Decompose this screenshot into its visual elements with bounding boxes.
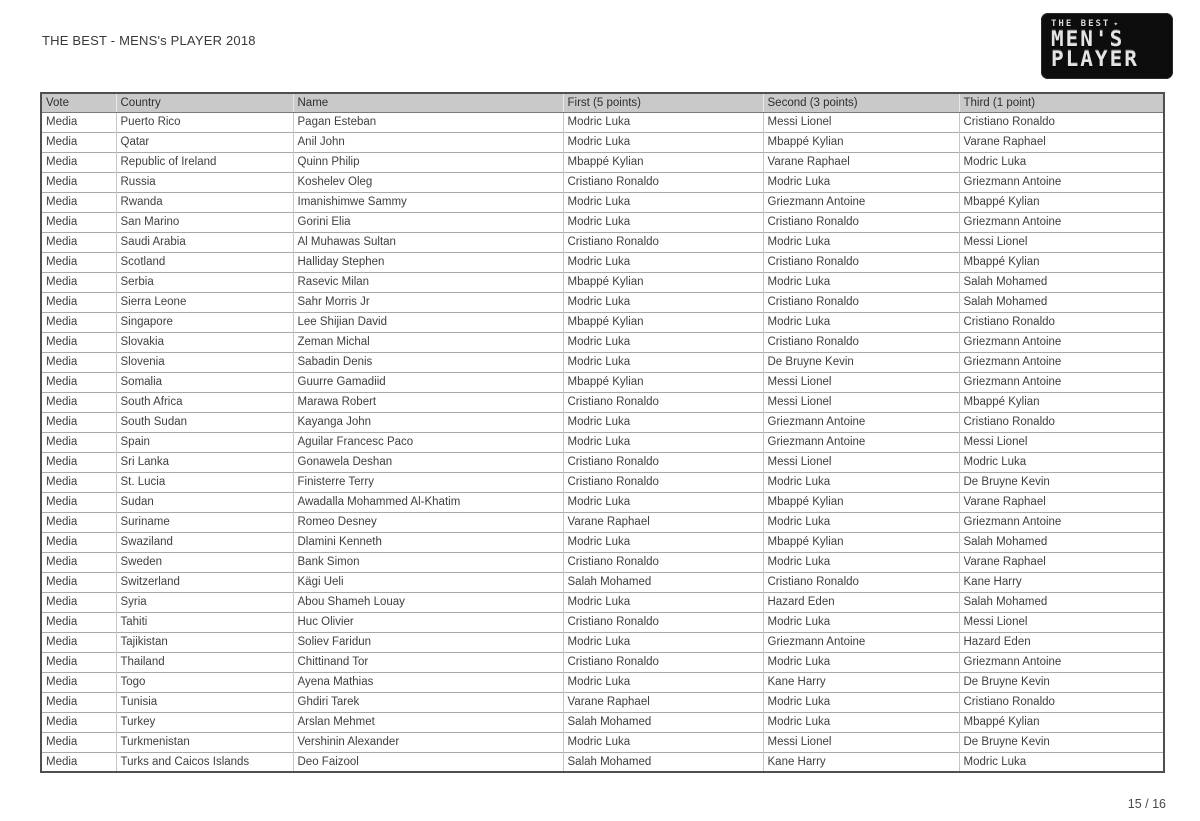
cell-second: Modric Luka xyxy=(763,272,959,292)
table-row xyxy=(41,732,1164,752)
logo-text-the-best: THE BEST xyxy=(1051,19,1111,29)
cell-first: Cristiano Ronaldo xyxy=(563,472,763,492)
cell-first: Mbappé Kylian xyxy=(563,312,763,332)
cell-third: Salah Mohamed xyxy=(959,532,1164,552)
cell-third: Cristiano Ronaldo xyxy=(959,412,1164,432)
cell-vote: Media xyxy=(41,612,116,632)
cell-first: Modric Luka xyxy=(563,352,763,372)
cell-first: Modric Luka xyxy=(563,412,763,432)
cell-country: Sierra Leone xyxy=(116,292,293,312)
cell-second: Modric Luka xyxy=(763,512,959,532)
cell-third: Cristiano Ronaldo xyxy=(959,112,1164,132)
cell-third: Mbappé Kylian xyxy=(959,712,1164,732)
cell-country: Puerto Rico xyxy=(116,112,293,132)
cell-first: Varane Raphael xyxy=(563,692,763,712)
cell-vote: Media xyxy=(41,172,116,192)
cell-third: Griezmann Antoine xyxy=(959,332,1164,352)
cell-third: De Bruyne Kevin xyxy=(959,732,1164,752)
cell-first: Mbappé Kylian xyxy=(563,152,763,172)
cell-first: Modric Luka xyxy=(563,112,763,132)
cell-third: Varane Raphael xyxy=(959,132,1164,152)
cell-third: Mbappé Kylian xyxy=(959,392,1164,412)
cell-country: Serbia xyxy=(116,272,293,292)
cell-country: Tunisia xyxy=(116,692,293,712)
cell-vote: Media xyxy=(41,652,116,672)
cell-name: Quinn Philip xyxy=(293,152,563,172)
cell-first: Modric Luka xyxy=(563,192,763,212)
cell-third: Kane Harry xyxy=(959,572,1164,592)
cell-name: Kägi Ueli xyxy=(293,572,563,592)
cell-first: Salah Mohamed xyxy=(563,572,763,592)
cell-vote: Media xyxy=(41,452,116,472)
cell-country: Slovenia xyxy=(116,352,293,372)
cell-country: Turkey xyxy=(116,712,293,732)
table-row xyxy=(41,312,1164,332)
cell-third: Varane Raphael xyxy=(959,552,1164,572)
cell-name: Vershinin Alexander xyxy=(293,732,563,752)
table-row xyxy=(41,492,1164,512)
cell-name: Guurre Gamadiid xyxy=(293,372,563,392)
cell-vote: Media xyxy=(41,392,116,412)
cell-vote: Media xyxy=(41,312,116,332)
cell-first: Modric Luka xyxy=(563,492,763,512)
votes-table xyxy=(40,92,1165,773)
cell-first: Salah Mohamed xyxy=(563,712,763,732)
table-row xyxy=(41,352,1164,372)
cell-vote: Media xyxy=(41,752,116,772)
cell-first: Modric Luka xyxy=(563,292,763,312)
cell-first: Modric Luka xyxy=(563,592,763,612)
table-row xyxy=(41,332,1164,352)
cell-name: Chittinand Tor xyxy=(293,652,563,672)
cell-second: Messi Lionel xyxy=(763,452,959,472)
cell-country: Switzerland xyxy=(116,572,293,592)
cell-name: Marawa Robert xyxy=(293,392,563,412)
cell-country: Singapore xyxy=(116,312,293,332)
cell-country: Syria xyxy=(116,592,293,612)
cell-vote: Media xyxy=(41,432,116,452)
cell-second: Hazard Eden xyxy=(763,592,959,612)
cell-first: Modric Luka xyxy=(563,632,763,652)
cell-vote: Media xyxy=(41,492,116,512)
cell-third: Mbappé Kylian xyxy=(959,252,1164,272)
table-row xyxy=(41,632,1164,652)
cell-vote: Media xyxy=(41,352,116,372)
table-row xyxy=(41,432,1164,452)
cell-name: Soliev Faridun xyxy=(293,632,563,652)
cell-third: Modric Luka xyxy=(959,752,1164,772)
cell-country: Saudi Arabia xyxy=(116,232,293,252)
cell-vote: Media xyxy=(41,512,116,532)
cell-second: Cristiano Ronaldo xyxy=(763,212,959,232)
table-row xyxy=(41,512,1164,532)
cell-vote: Media xyxy=(41,232,116,252)
cell-third: Salah Mohamed xyxy=(959,592,1164,612)
table-row xyxy=(41,392,1164,412)
cell-country: Rwanda xyxy=(116,192,293,212)
cell-second: Mbappé Kylian xyxy=(763,532,959,552)
cell-vote: Media xyxy=(41,552,116,572)
cell-country: South Africa xyxy=(116,392,293,412)
cell-first: Salah Mohamed xyxy=(563,752,763,772)
table-row xyxy=(41,552,1164,572)
cell-name: Pagan Esteban xyxy=(293,112,563,132)
cell-second: Griezmann Antoine xyxy=(763,412,959,432)
cell-third: Messi Lionel xyxy=(959,432,1164,452)
cell-name: Anil John xyxy=(293,132,563,152)
cell-name: Abou Shameh Louay xyxy=(293,592,563,612)
cell-third: Cristiano Ronaldo xyxy=(959,692,1164,712)
cell-vote: Media xyxy=(41,332,116,352)
cell-name: Dlamini Kenneth xyxy=(293,532,563,552)
cell-name: Koshelev Oleg xyxy=(293,172,563,192)
cell-third: Mbappé Kylian xyxy=(959,192,1164,212)
cell-first: Cristiano Ronaldo xyxy=(563,612,763,632)
cell-third: Salah Mohamed xyxy=(959,272,1164,292)
cell-country: Republic of Ireland xyxy=(116,152,293,172)
cell-vote: Media xyxy=(41,132,116,152)
cell-second: Kane Harry xyxy=(763,672,959,692)
cell-third: Griezmann Antoine xyxy=(959,652,1164,672)
cell-country: Sweden xyxy=(116,552,293,572)
cell-second: Mbappé Kylian xyxy=(763,132,959,152)
cell-country: Slovakia xyxy=(116,332,293,352)
column-header-second: Second (3 points) xyxy=(763,93,959,112)
cell-name: Gonawela Deshan xyxy=(293,452,563,472)
cell-second: Kane Harry xyxy=(763,752,959,772)
table-row xyxy=(41,612,1164,632)
cell-first: Modric Luka xyxy=(563,132,763,152)
cell-vote: Media xyxy=(41,272,116,292)
cell-vote: Media xyxy=(41,152,116,172)
cell-country: Spain xyxy=(116,432,293,452)
cell-name: Gorini Elia xyxy=(293,212,563,232)
cell-vote: Media xyxy=(41,712,116,732)
cell-third: Griezmann Antoine xyxy=(959,512,1164,532)
table-row xyxy=(41,112,1164,132)
column-header-name: Name xyxy=(293,93,563,112)
cell-first: Modric Luka xyxy=(563,732,763,752)
cell-vote: Media xyxy=(41,692,116,712)
page-title: THE BEST - MENS's PLAYER 2018 xyxy=(42,33,256,48)
cell-vote: Media xyxy=(41,412,116,432)
cell-name: Aguilar Francesc Paco xyxy=(293,432,563,452)
cell-country: Qatar xyxy=(116,132,293,152)
column-header-country: Country xyxy=(116,93,293,112)
cell-country: South Sudan xyxy=(116,412,293,432)
cell-second: Modric Luka xyxy=(763,552,959,572)
cell-second: Griezmann Antoine xyxy=(763,632,959,652)
cell-vote: Media xyxy=(41,372,116,392)
cell-vote: Media xyxy=(41,732,116,752)
table-row xyxy=(41,212,1164,232)
cell-second: Cristiano Ronaldo xyxy=(763,572,959,592)
cell-vote: Media xyxy=(41,592,116,612)
cell-second: Modric Luka xyxy=(763,652,959,672)
table-row xyxy=(41,672,1164,692)
cell-vote: Media xyxy=(41,292,116,312)
cell-second: Modric Luka xyxy=(763,312,959,332)
table-row xyxy=(41,712,1164,732)
cell-country: Somalia xyxy=(116,372,293,392)
logo-text-mens: MEN'S xyxy=(1051,27,1125,51)
cell-first: Mbappé Kylian xyxy=(563,372,763,392)
cell-country: Thailand xyxy=(116,652,293,672)
cell-name: Imanishimwe Sammy xyxy=(293,192,563,212)
cell-name: Bank Simon xyxy=(293,552,563,572)
cell-third: De Bruyne Kevin xyxy=(959,672,1164,692)
cell-first: Modric Luka xyxy=(563,532,763,552)
cell-third: Griezmann Antoine xyxy=(959,372,1164,392)
cell-first: Cristiano Ronaldo xyxy=(563,232,763,252)
column-header-first: First (5 points) xyxy=(563,93,763,112)
cell-vote: Media xyxy=(41,632,116,652)
cell-third: Griezmann Antoine xyxy=(959,172,1164,192)
cell-first: Cristiano Ronaldo xyxy=(563,452,763,472)
trophy-icon: ✦ xyxy=(1113,19,1121,28)
cell-first: Modric Luka xyxy=(563,672,763,692)
cell-country: Swaziland xyxy=(116,532,293,552)
cell-name: Lee Shijian David xyxy=(293,312,563,332)
cell-name: Huc Olivier xyxy=(293,612,563,632)
cell-second: Modric Luka xyxy=(763,612,959,632)
cell-country: Togo xyxy=(116,672,293,692)
cell-name: Deo Faizool xyxy=(293,752,563,772)
cell-second: Messi Lionel xyxy=(763,372,959,392)
cell-name: Rasevic Milan xyxy=(293,272,563,292)
cell-vote: Media xyxy=(41,672,116,692)
cell-name: Kayanga John xyxy=(293,412,563,432)
cell-country: Sudan xyxy=(116,492,293,512)
cell-country: Russia xyxy=(116,172,293,192)
cell-name: Ayena Mathias xyxy=(293,672,563,692)
cell-first: Modric Luka xyxy=(563,212,763,232)
cell-third: Messi Lionel xyxy=(959,232,1164,252)
table-body xyxy=(41,112,1164,772)
cell-second: De Bruyne Kevin xyxy=(763,352,959,372)
cell-name: Awadalla Mohammed Al-Khatim xyxy=(293,492,563,512)
cell-second: Mbappé Kylian xyxy=(763,492,959,512)
logo-text-player: PLAYER xyxy=(1051,47,1139,71)
cell-second: Messi Lionel xyxy=(763,392,959,412)
cell-third: Varane Raphael xyxy=(959,492,1164,512)
table-row xyxy=(41,412,1164,432)
cell-name: Sahr Morris Jr xyxy=(293,292,563,312)
cell-country: Tajikistan xyxy=(116,632,293,652)
cell-third: Modric Luka xyxy=(959,152,1164,172)
table-header-row xyxy=(41,93,1164,112)
cell-third: Salah Mohamed xyxy=(959,292,1164,312)
cell-name: Sabadin Denis xyxy=(293,352,563,372)
table-row xyxy=(41,172,1164,192)
cell-first: Mbappé Kylian xyxy=(563,272,763,292)
column-header-vote: Vote xyxy=(41,93,116,112)
table-row xyxy=(41,532,1164,552)
cell-second: Griezmann Antoine xyxy=(763,432,959,452)
cell-second: Cristiano Ronaldo xyxy=(763,252,959,272)
cell-name: Finisterre Terry xyxy=(293,472,563,492)
cell-third: De Bruyne Kevin xyxy=(959,472,1164,492)
table-row xyxy=(41,472,1164,492)
cell-country: Turkmenistan xyxy=(116,732,293,752)
cell-second: Modric Luka xyxy=(763,692,959,712)
cell-third: Messi Lionel xyxy=(959,612,1164,632)
cell-second: Modric Luka xyxy=(763,172,959,192)
cell-country: Turks and Caicos Islands xyxy=(116,752,293,772)
cell-third: Griezmann Antoine xyxy=(959,212,1164,232)
cell-first: Modric Luka xyxy=(563,332,763,352)
cell-vote: Media xyxy=(41,192,116,212)
table-row xyxy=(41,272,1164,292)
table-row xyxy=(41,232,1164,252)
cell-vote: Media xyxy=(41,532,116,552)
cell-vote: Media xyxy=(41,212,116,232)
table-row xyxy=(41,592,1164,612)
cell-first: Modric Luka xyxy=(563,432,763,452)
table-row xyxy=(41,652,1164,672)
cell-name: Ghdiri Tarek xyxy=(293,692,563,712)
cell-third: Griezmann Antoine xyxy=(959,352,1164,372)
cell-name: Zeman Michal xyxy=(293,332,563,352)
table-row xyxy=(41,132,1164,152)
cell-second: Messi Lionel xyxy=(763,112,959,132)
column-header-third: Third (1 point) xyxy=(959,93,1164,112)
cell-third: Hazard Eden xyxy=(959,632,1164,652)
cell-first: Cristiano Ronaldo xyxy=(563,392,763,412)
cell-name: Al Muhawas Sultan xyxy=(293,232,563,252)
cell-first: Cristiano Ronaldo xyxy=(563,652,763,672)
cell-name: Arslan Mehmet xyxy=(293,712,563,732)
table-row xyxy=(41,292,1164,312)
cell-second: Varane Raphael xyxy=(763,152,959,172)
cell-vote: Media xyxy=(41,572,116,592)
cell-first: Varane Raphael xyxy=(563,512,763,532)
table-row xyxy=(41,372,1164,392)
cell-second: Modric Luka xyxy=(763,472,959,492)
cell-second: Messi Lionel xyxy=(763,732,959,752)
table-row xyxy=(41,572,1164,592)
cell-vote: Media xyxy=(41,112,116,132)
table-row xyxy=(41,692,1164,712)
cell-first: Cristiano Ronaldo xyxy=(563,172,763,192)
cell-country: St. Lucia xyxy=(116,472,293,492)
cell-country: Scotland xyxy=(116,252,293,272)
table-row xyxy=(41,152,1164,172)
cell-second: Cristiano Ronaldo xyxy=(763,292,959,312)
cell-second: Modric Luka xyxy=(763,232,959,252)
table-row xyxy=(41,192,1164,212)
cell-third: Cristiano Ronaldo xyxy=(959,312,1164,332)
table-row xyxy=(41,452,1164,472)
cell-second: Griezmann Antoine xyxy=(763,192,959,212)
cell-name: Romeo Desney xyxy=(293,512,563,532)
cell-first: Modric Luka xyxy=(563,252,763,272)
cell-country: San Marino xyxy=(116,212,293,232)
cell-third: Modric Luka xyxy=(959,452,1164,472)
page-number: 15 / 16 xyxy=(1127,797,1166,811)
cell-second: Modric Luka xyxy=(763,712,959,732)
cell-name: Halliday Stephen xyxy=(293,252,563,272)
cell-vote: Media xyxy=(41,472,116,492)
cell-country: Tahiti xyxy=(116,612,293,632)
cell-second: Cristiano Ronaldo xyxy=(763,332,959,352)
the-best-mens-player-logo xyxy=(1041,13,1173,79)
cell-country: Sri Lanka xyxy=(116,452,293,472)
table-row xyxy=(41,752,1164,772)
cell-first: Cristiano Ronaldo xyxy=(563,552,763,572)
cell-country: Suriname xyxy=(116,512,293,532)
table-row xyxy=(41,252,1164,272)
cell-vote: Media xyxy=(41,252,116,272)
